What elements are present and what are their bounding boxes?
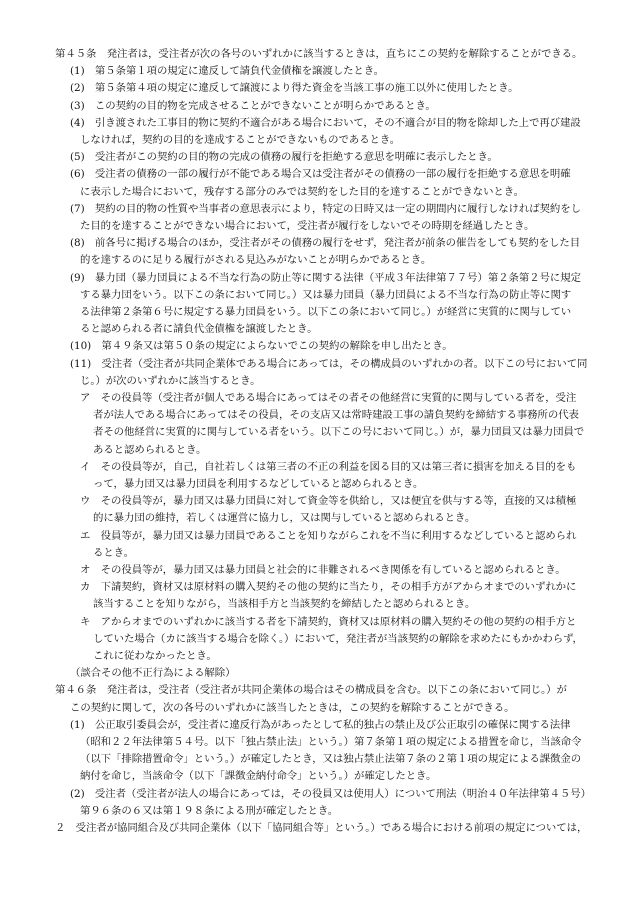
document-line: た目的を達することができない場合において，受注者が履行をしないでその時期を経過したとき。 xyxy=(80,220,535,232)
document-line: 的を達するのに足りる履行がされる見込みがないことが明らかであるとき。 xyxy=(80,254,432,267)
document-line: (9) 暴力団（暴力団員による不当な行為の防止等に関する法律（平成３年法律第７７号）第２条第２号に規定 xyxy=(70,271,581,284)
document-line: (1) 第５条第１項の規定に違反して請負代金債権を譲渡したとき。 xyxy=(70,65,385,78)
document-line: 的に暴力団の維持，若しくは運営に協力し，又は関与していると認められるとき。 xyxy=(93,512,476,525)
document-line: 納付を命じ，当該命令（以下「課徴金納付命令」という。）が確定したとき。 xyxy=(80,770,437,783)
document-line: （談合その他不正行為による解除） xyxy=(70,667,236,680)
document-line: イ その役員等が，自己，自社若しくは第三者の不正の利益を図る目的又は第三者に損害を加える目的をも xyxy=(80,460,577,473)
document-line: 者が法人である場合にあってはその役員，その支店又は常時建設工事の請負契約を締結する事務所の代表 xyxy=(93,409,579,422)
document-line: 第４５条 発注者は，受注者が次の各号のいずれかに該当するときは，直ちにこの契約を解除することができる。 xyxy=(55,48,583,60)
document-line: (10) 第４９条又は第５０条の規定によらないでこの契約の解除を申し出たとき。 xyxy=(70,340,453,353)
document-line: に表示した場合において，残存する部分のみでは契約をした目的を達することができないとき。 xyxy=(80,185,525,198)
document-line: 第４６条 発注者は，受注者（受注者が共同企業体の場合はその構成員を含む。以下この条において同じ。）が xyxy=(55,684,567,697)
document-line: ア その役員等（受注者が個人である場合にあってはその者その他経営に実質的に関与している者を，受注 xyxy=(80,392,577,404)
document-line: する暴力団をいう。以下この条において同じ。）又は暴力団員（暴力団員による不当な行為の防止等に関す xyxy=(80,288,572,301)
document-line: しなければ，契約の目的を達成することができないものであるとき。 xyxy=(80,134,401,146)
document-line: (3) この契約の目的物を完成させることができないことが明らかであるとき。 xyxy=(70,99,436,112)
document-line: エ 役員等が，暴力団又は暴力団員であることを知りながらこれを不当に利用するなどしていると認められ xyxy=(80,529,577,542)
document-line: カ 下請契約，資材又は原材料の購入契約その他の契約に当たり，その相手方がアからオまでのいずれかに xyxy=(80,581,577,594)
document-line: 者その他経営に実質的に関与している者をいう。以下この号において同じ。）が，暴力団員又は暴力団員で xyxy=(93,426,585,439)
document-line: るとき。 xyxy=(93,546,134,559)
document-line: ると認められる者に請負代金債権を譲渡したとき。 xyxy=(80,323,318,336)
document-line: （昭和２２年法律第５４号。以下「独占禁止法」という。）第７条第１項の規定による措置を命じ，当該命令 xyxy=(80,736,582,748)
document-line: ２ 受注者が協同組合及び共同企業体（以下「協同組合等」という。）である場合における前項の規定については， xyxy=(55,822,588,834)
document-line: (2) 受注者（受注者が法人の場合にあっては，その役員又は使用人）について刑法（明治４０年法律第４５号） xyxy=(70,787,591,800)
document-line: 該当することを知りながら，当該相手方と当該契約を締結したと認められるとき。 xyxy=(93,598,476,611)
document-line: る法律第２条第６号に規定する暴力団員をいう。以下この条において同じ。）が経営に実質的に関与してい xyxy=(80,306,572,318)
document-line: ウ その役員等が，暴力団又は暴力団員に対して資金等を供給し，又は便宜を供与する等，直接的又は積極 xyxy=(80,495,577,508)
document-line: この契約に関して，次の各号のいずれかに該当したときは，この契約を解除することができる。 xyxy=(70,701,515,714)
document-line: あると認められるとき。 xyxy=(93,443,207,456)
document-line: (8) 前各号に掲げる場合のほか，受注者がその債務の履行をせず，発注者が前条の催告をしても契約をした目 xyxy=(70,237,581,250)
document-line: これに従わなかったとき。 xyxy=(93,650,217,662)
document-line: (7) 契約の目的物の性質や当事者の意思表示により，特定の日時又は一定の期間内に履行しなければ契約をし xyxy=(70,202,581,215)
document-line: って，暴力団又は暴力団員を利用するなどしていると認められるとき。 xyxy=(93,478,424,490)
document-line: (1) 公正取引委員会が，受注者に違反行為があったとして私的独占の禁止及び公正取引の確保に関する法律 xyxy=(70,718,571,731)
document-line: (11) 受注者（受注者が共同企業体である場合にあっては，その構成員のいずれかの者。以下この号において同 xyxy=(70,357,588,370)
document-line: キ アからオまでのいずれかに該当する者を下請契約，資材又は原材料の購入契約その他の契約の相手方と xyxy=(80,615,577,628)
document-line: (4) 引き渡された工事目的物に契約不適合がある場合において，その不適合が目的物を除却した上で再び建設 xyxy=(70,116,581,129)
document-line: 第９６条の６又は第１９８条による刑が確定したとき。 xyxy=(80,804,339,817)
document-line: じ。）が次のいずれかに該当するとき。 xyxy=(80,374,261,387)
document-line: していた場合（カに該当する場合を除く。）において，発注者が当該契約の解除を求めたにもかかわらず， xyxy=(93,632,583,645)
document-line: (6) 受注者の債務の一部の履行が不能である場合又は受注者がその債務の一部の履行を拒絶する意思を明確 xyxy=(70,168,571,181)
document-line: (5) 受注者がこの契約の目的物の完成の債務の履行を拒絶する意思を明確に表示したとき。 xyxy=(70,151,498,164)
document-line: （以下「排除措置命令」という。）が確定したとき，又は独占禁止法第７条の２第１項の規定による課徴金の xyxy=(80,753,582,766)
document-line: オ その役員等が，暴力団又は暴力団員と社会的に非難されるべき関係を有していると認められるとき。 xyxy=(80,564,566,576)
document-line: (2) 第５条第４項の規定に違反して譲渡により得た資金を当該工事の施工以外に使用したとき。 xyxy=(70,82,519,95)
